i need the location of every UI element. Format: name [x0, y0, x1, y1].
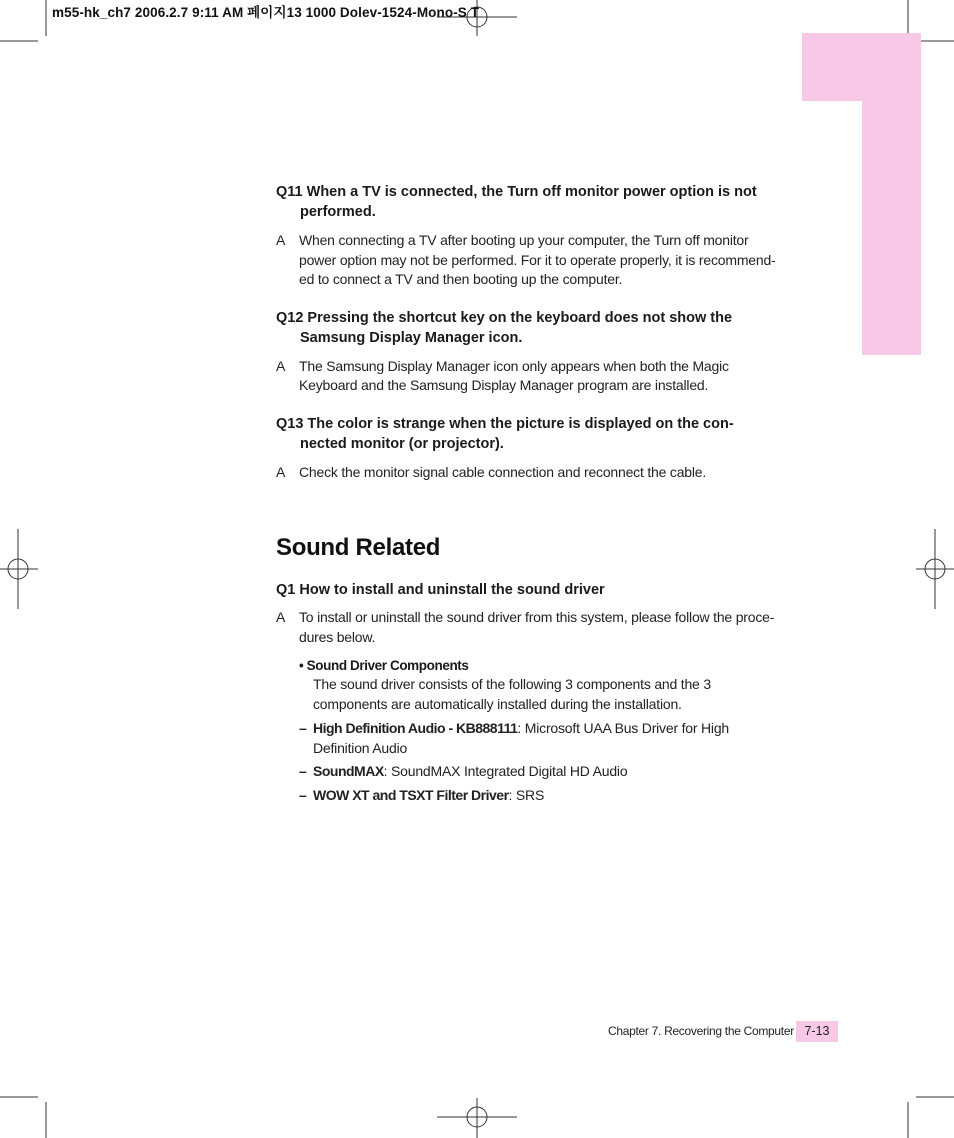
- answer-q12: [276, 357, 780, 396]
- dash: –: [299, 786, 307, 803]
- page-number: 7-13: [796, 1021, 838, 1042]
- component-item: [299, 786, 780, 806]
- answer-sound-q1: [276, 608, 780, 647]
- section-title: Sound Related: [276, 534, 441, 561]
- registration-mark-bottom: [437, 1098, 517, 1138]
- chapter-tab-top: [802, 33, 921, 101]
- chapter-tab-side: [862, 101, 921, 355]
- answer-q13: [276, 463, 780, 483]
- bullet-text: The sound driver consists of the following 3 components and the 3 components are automatically installed during the installation.: [313, 676, 711, 712]
- component-item: [299, 762, 780, 782]
- components-block: [276, 656, 780, 805]
- bullet-title: • Sound Driver Components: [299, 658, 469, 673]
- dash: –: [299, 763, 307, 779]
- footer-chapter: Chapter 7. Recovering the Computer: [608, 1024, 794, 1038]
- answer-text: To install or uninstall the sound driver from this system, please follow the proce-dures below.: [299, 609, 775, 645]
- component-name: SoundMAX: [313, 763, 384, 779]
- question-sound-q1: Q1 How to install and uninstall the sound driver: [276, 582, 605, 598]
- answer-q11: [276, 231, 780, 290]
- registration-mark-left: [0, 529, 38, 609]
- dash: –: [299, 720, 307, 736]
- component-desc: : SoundMAX Integrated Digital HD Audio: [383, 763, 628, 779]
- component-desc: : Microsoft UAA Bus Driver for High Definition Audio: [313, 720, 730, 756]
- question-q13: Q13 The color is strange when the picture is displayed on the con-nected monitor (or projector).: [276, 415, 734, 452]
- component-item: [299, 719, 780, 758]
- component-desc: : SRS: [508, 786, 545, 803]
- answer-letter: A: [276, 232, 286, 248]
- question-q11: Q11 When a TV is connected, the Turn off monitor power option is not performed.: [276, 184, 757, 220]
- component-name: WOW XT and TSXT Filter Driver: [313, 786, 509, 803]
- component-name: High Definition Audio - KB888111: [313, 720, 518, 736]
- registration-mark-right: [916, 529, 954, 609]
- print-slug: m55-hk_ch7 2006.2.7 9:11 AM 페이지13 1000 Dolev-1524-Mono-S T: [52, 5, 480, 20]
- answer-text: The Samsung Display Manager icon only appears when both the Magic Keyboard and the Samsung Display Manager program are installed.: [299, 357, 729, 393]
- answer-text: When connecting a TV after booting up your computer, the Turn off monitor power option may not be performed. For it to operate properly, it is recommend-ed to connect a TV and then booting up the computer.: [299, 232, 776, 287]
- answer-letter: A: [276, 609, 286, 625]
- page-content: [276, 182, 780, 805]
- answer-letter: A: [276, 357, 286, 374]
- answer-letter: A: [276, 463, 286, 480]
- question-q12: Q12 Pressing the shortcut key on the keyboard does not show the Samsung Display Manager icon.: [276, 309, 733, 346]
- answer-text: Check the monitor signal cable connection and reconnect the cable.: [299, 463, 707, 480]
